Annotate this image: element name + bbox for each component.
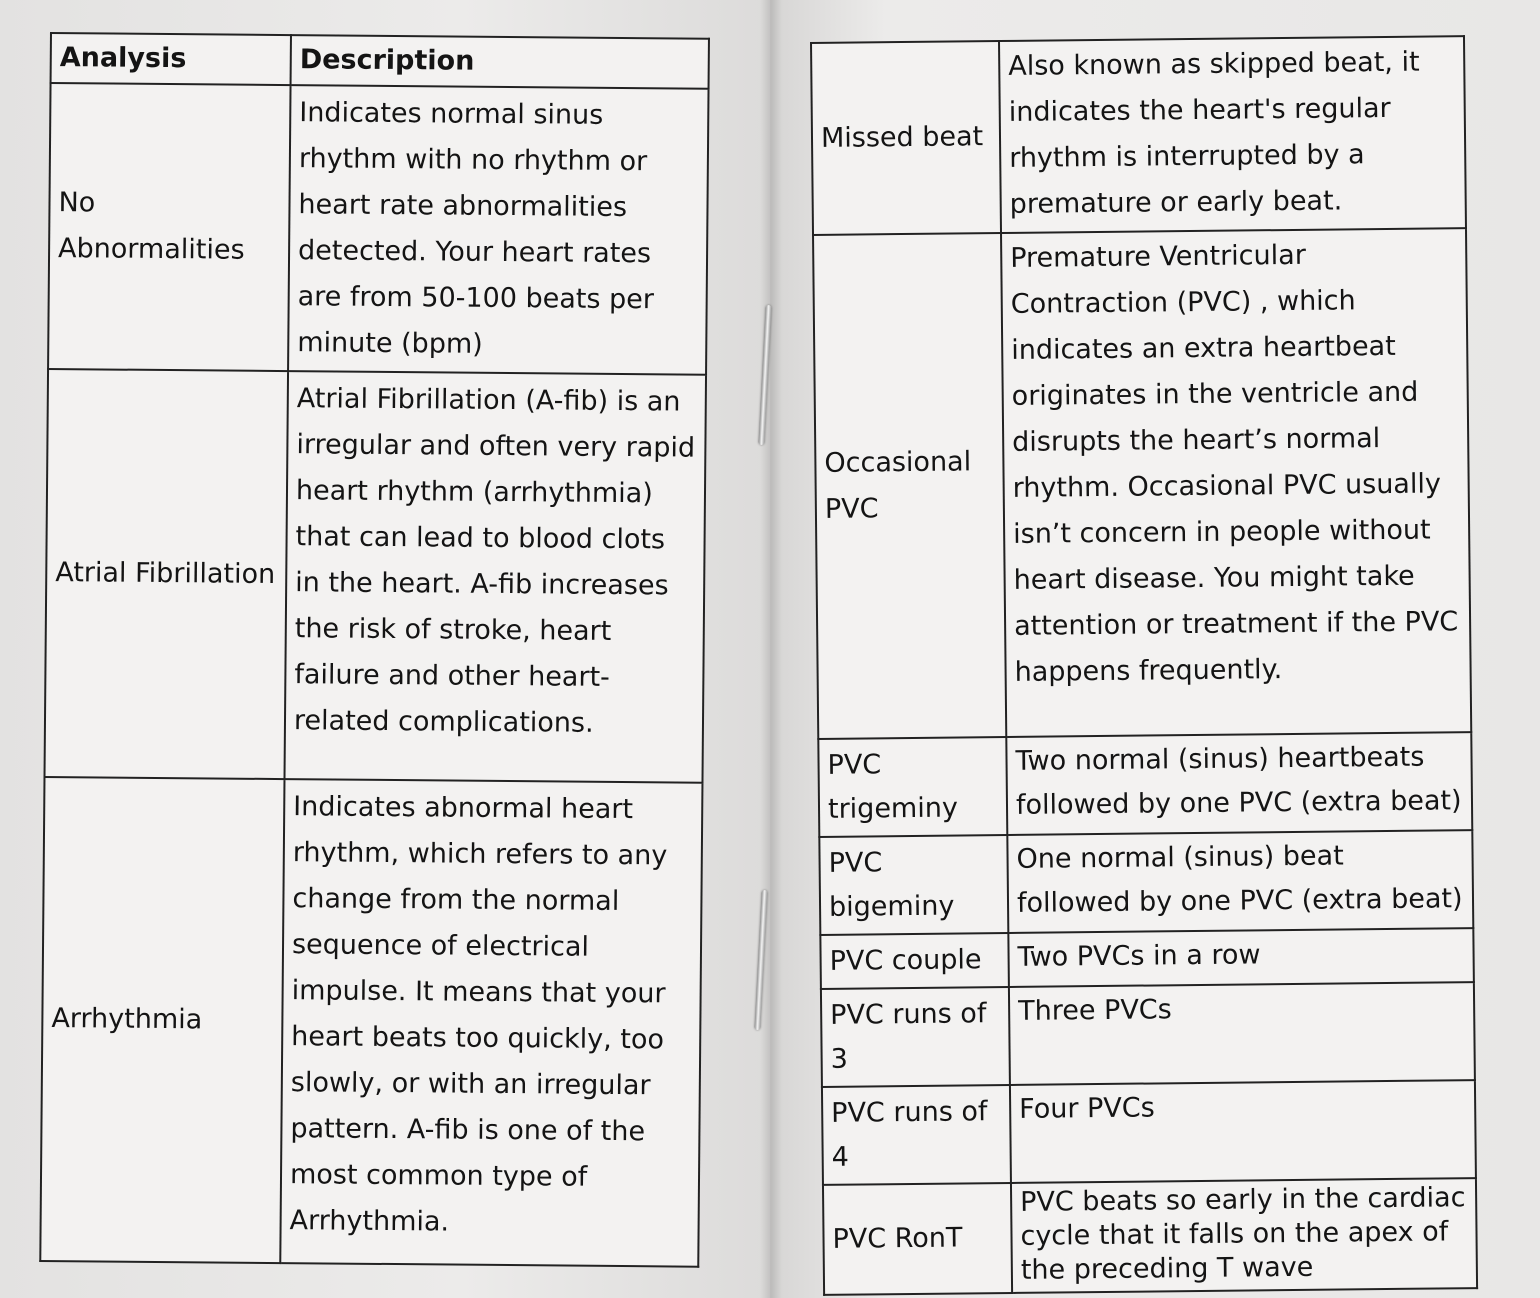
description-cell: Two normal (sinus) heartbeats followed by one PVC (extra beat) [1006, 732, 1472, 835]
description-cell: Three PVCs [1009, 982, 1475, 1085]
left-analysis-table [39, 32, 710, 1268]
table-header-row [51, 33, 709, 89]
table-row [821, 982, 1475, 1087]
table-row [48, 83, 708, 375]
analysis-cell: PVC trigeminy [818, 737, 1007, 837]
table-row [823, 1178, 1477, 1295]
description-cell: Atrial Fibrillation (A-fib) is an irregular and often very rapid heart rhythm (arrhythmia) that can lead to blood clots in the heart. A-fib increases the risk of stroke, heart failure and other heart-related complications. [284, 371, 706, 783]
analysis-cell: Occasional PVC [813, 233, 1006, 739]
analysis-cell: PVC RonT [823, 1183, 1012, 1295]
description-cell: Indicates abnormal heart rhythm, which refers to any change from the normal sequence of electrical impulse. It means that your heart beats too quickly, too slowly, or with an irregular pattern. A-fib is one of the most common type of Arrhythmia. [280, 779, 702, 1267]
analysis-cell: PVC runs of 3 [821, 987, 1010, 1087]
analysis-cell: Atrial Fibrillation [44, 369, 288, 779]
analysis-cell: Arrhythmia [40, 777, 284, 1263]
description-cell: Premature Ventricular Contraction (PVC) , which indicates an extra heartbeat originates in the ventricle and disrupts the heart’s normal rhythm. Occasional PVC usually isn’t concern in people without heart disease. You might take attention or treatment if the PVC happens frequently. [1001, 228, 1471, 737]
table-row [813, 228, 1471, 739]
description-cell: Indicates normal sinus rhythm with no rhythm or heart rate abnormalities detected. Your heart rates are from 50-100 beats per minute (bpm) [288, 85, 708, 375]
header-description: Description [291, 35, 709, 89]
table-row [820, 928, 1474, 989]
table-row [40, 777, 702, 1267]
description-cell: PVC beats so early in the cardiac cycle that it falls on the apex of the preceding T wave [1011, 1178, 1477, 1293]
description-cell: Four PVCs [1010, 1080, 1476, 1183]
booklet-spine [760, 0, 782, 1298]
description-cell: Also known as skipped beat, it indicates the heart's regular rhythm is interrupted by a premature or early beat. [999, 36, 1466, 233]
table-row [822, 1080, 1476, 1185]
table-row [819, 830, 1473, 935]
analysis-cell: No Abnormalities [48, 83, 290, 371]
table-row [818, 732, 1472, 837]
description-cell: One normal (sinus) beat followed by one PVC (extra beat) [1007, 830, 1473, 933]
right-analysis-table [810, 35, 1478, 1296]
table-row [811, 36, 1466, 235]
description-cell: Two PVCs in a row [1008, 928, 1474, 987]
analysis-cell: PVC bigeminy [819, 835, 1008, 935]
header-analysis: Analysis [51, 33, 291, 85]
table-row [44, 369, 706, 783]
analysis-cell: PVC couple [820, 933, 1009, 989]
analysis-cell: Missed beat [811, 41, 1001, 235]
analysis-cell: PVC runs of 4 [822, 1085, 1011, 1185]
